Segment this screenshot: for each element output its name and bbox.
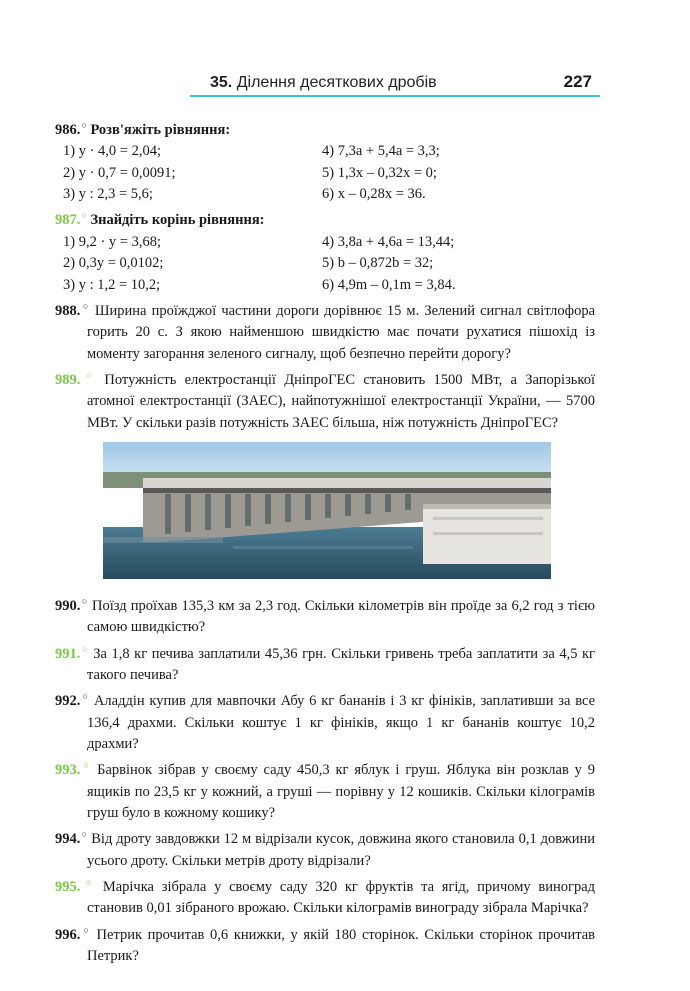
section-title <box>210 74 437 92</box>
section-number: 35. <box>210 74 233 91</box>
problem-994: 994.○ Від дроту завдовжки 12 м відрізали кусок, довжина якого становила 0,1 довжини усього дроту. Скільки метрів дроту відрізали? <box>55 829 596 869</box>
section-name: Ділення десяткових дробів <box>236 74 437 91</box>
problem-number: 996. <box>55 926 81 943</box>
problem-number: 992. <box>55 693 81 710</box>
problem-number: 994. <box>55 831 81 848</box>
problem-text: Барвінок зібрав у своєму саду 450,3 кг яблук і груш. Яблука він розклав у 9 ящиків по 23,5 кг у кожний, а груші — порівну у 12 кошиків. Скільки кілограмів груш було в кожному кошику? <box>87 762 596 821</box>
equation: 4) 3,8a + 4,6a = 13,44; <box>322 233 455 250</box>
problem-number: 986. <box>55 121 81 138</box>
problem-text: За 1,8 кг печива заплатили 45,36 грн. Скільки гривень треба заплатити за 4,5 кг такого печива? <box>87 645 596 683</box>
problem-number: 993. <box>55 762 81 779</box>
problem-991: 991.○ За 1,8 кг печива заплатили 45,36 грн. Скільки гривень треба заплатити за 4,5 кг такого печива? <box>55 643 596 683</box>
equation: 5) b – 0,872b = 32; <box>322 255 434 272</box>
problem-text: Від дроту завдовжки 12 м відрізали кусок, довжина якого становила 0,1 довжини усього дроту. Скільки метрів дроту відрізали? <box>87 831 596 869</box>
equation: 5) 1,3x – 0,32x = 0; <box>322 164 437 181</box>
problem-text: Розв'яжіть рівняння: <box>90 121 231 138</box>
equation: 6) 4,9m – 0,1m = 3,84. <box>322 276 456 293</box>
dam-photo <box>103 442 551 579</box>
problem-988: 988.○ Ширина проїжджої частини дороги дорівнює 15 м. Зелений сигнал світлофора горить 20 с. З якою найменшою швидкістю має почати рухатися пішохід із моменту загорання зеленого сигналу, щоб безпечно перейти дорогу? <box>55 300 596 362</box>
equation: 1) 9,2 · y = 3,68; <box>63 233 161 250</box>
problem-number: 991. <box>55 645 81 662</box>
problem-number: 990. <box>55 597 81 614</box>
problem-993: 993.○ Барвінок зібрав у своєму саду 450,3 кг яблук і груш. Яблука він розклав у 9 ящиків по 23,5 кг у кожний, а груші — порівну у 12 кошиків. Скільки кілограмів груш було в кожному кошику? <box>55 760 596 821</box>
problem-995: 995.○ Марічка зібрала у своєму саду 320 кг фруктів та ягід, причому виноград становив 0,01 зібраного врожаю. Скільки кілограмів винограду зібрала Марічка? <box>55 877 596 917</box>
problem-996: 996.○ Петрик прочитав 0,6 книжки, у якій 180 сторінок. Скільки сторінок прочитав Петрик? <box>55 924 596 964</box>
equation: 1) y · 4,0 = 2,04; <box>63 143 161 160</box>
problem-text: Знайдіть корінь рівняння: <box>90 212 265 229</box>
problem-986: 986.○ Розв'яжіть рівняння: 1) y · 4,0 = 2,04; 4) 7,3a + 5,4a = 3,3; 2) y · 0,7 = 0,0091; 5) 1,3x – 0,32x = 0; 3) y : 2,3 = 5,6; 6) x – 0,28x = 36. <box>55 115 595 205</box>
problem-text: Аладдін купив для мавпочки Абу 6 кг бананів і 3 кг фініків, заплативши за все 136,4 драхми. Скільки коштує 1 кг фініків, якщо 1 кг бананів коштує 10,2 драхми? <box>87 693 596 752</box>
equation: 6) x – 0,28x = 36. <box>322 186 426 203</box>
problem-text: Потужність електростанції ДніпроГЕС становить 1500 МВт, а Запорізької атомної електростанції (ЗАЕС), найпотужнішої електростанції України, — 5700 МВт. У скільки разів потужність ЗАЕС більша, ніж потужність ДніпроГЕС? <box>87 371 595 431</box>
problem-989: 989.○ Потужність електростанції ДніпроГЕС становить 1500 МВт, а Запорізької атомної електростанції (ЗАЕС), найпотужнішої електростанції України, — 5700 МВт. У скільки разів потужність ЗАЕС більша, ніж потужність ДніпроГЕС? <box>55 369 595 431</box>
problem-987: 987.○ Знайдіть корінь рівняння: 1) 9,2 · y = 3,68; 4) 3,8a + 4,6a = 13,44; 2) 0,3y = 0,0102; 5) b – 0,872b = 32; 3) y : 1,2 = 10,2; 6) 4,9m – 0,1m = 3,84. <box>55 205 595 295</box>
equation: 2) 0,3y = 0,0102; <box>63 255 164 272</box>
equation-list <box>57 141 595 205</box>
problem-number: 988. <box>55 302 81 319</box>
equation: 4) 7,3a + 5,4a = 3,3; <box>322 143 440 160</box>
problem-number: 989. <box>55 371 81 388</box>
problem-number: 995. <box>55 878 81 895</box>
equation: 3) y : 1,2 = 10,2; <box>63 276 161 293</box>
equation: 2) y · 0,7 = 0,0091; <box>63 164 176 181</box>
equation-list <box>57 232 595 296</box>
problem-990: 990.○ Поїзд проїхав 135,3 км за 2,3 год. Скільки кілометрів він проїде за 6,2 год з тією самою швидкістю? <box>55 596 596 636</box>
problem-992: 992.○ Аладдін купив для мавпочки Абу 6 кг бананів і 3 кг фініків, заплативши за все 136,4 драхми. Скільки коштує 1 кг фініків, якщо 1 кг бананів коштує 10,2 драхми? <box>55 691 596 752</box>
problem-text: Поїзд проїхав 135,3 км за 2,3 год. Скільки кілометрів він проїде за 6,2 год з тією самою швидкістю? <box>87 597 596 636</box>
header-rule <box>190 95 600 97</box>
equation: 3) y : 2,3 = 5,6; <box>63 186 153 203</box>
problem-number: 987. <box>55 212 81 229</box>
page-content <box>55 115 595 967</box>
problem-text: Ширина проїжджої частини дороги дорівнює 15 м. Зелений сигнал світлофора горить 20 с. З якою найменшою швидкістю має почати рухатися пішохід із моменту загорання зеленого сигналу, щоб безпечно перейти дорогу? <box>87 302 596 362</box>
problem-text: Марічка зібрала у своєму саду 320 кг фруктів та ягід, причому виноград становив 0,01 зібраного врожаю. Скільки кілограмів винограду зібрала Марічка? <box>87 878 596 917</box>
page-number: 227 <box>563 72 592 91</box>
problem-text: Петрик прочитав 0,6 книжки, у якій 180 сторінок. Скільки сторінок прочитав Петрик? <box>87 926 596 964</box>
page-header <box>60 72 600 96</box>
